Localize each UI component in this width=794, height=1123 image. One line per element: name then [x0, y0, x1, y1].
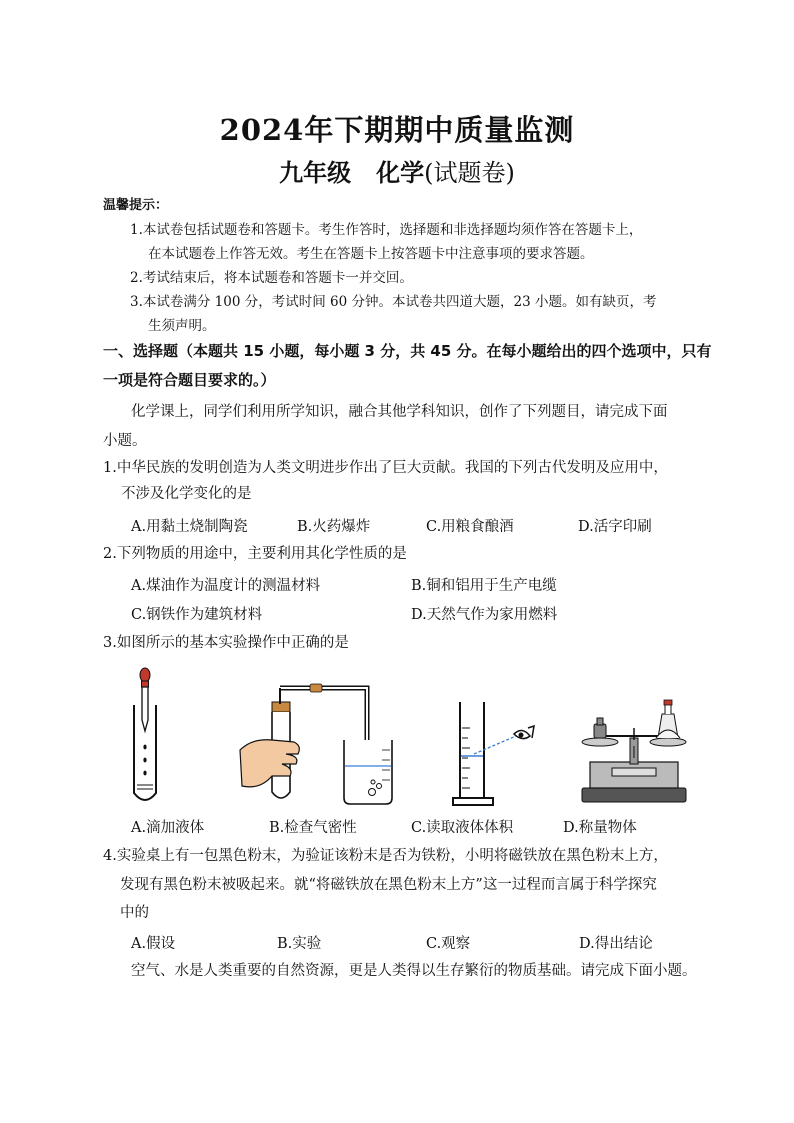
q3-option-a: A.滴加液体 [131, 820, 205, 836]
q1-option-c: C.用粮食酿酒 [426, 519, 514, 535]
q3-option-d: D.称量物体 [563, 820, 637, 836]
section1-line-2: 一项是符合题目要求的。） [103, 371, 276, 389]
q4-stem-1: 4.实验桌上有一包黑色粉末，为验证该粉末是否为铁粉，小明将磁铁放在黑色粉末上方， [103, 848, 668, 864]
q4-option-b: B.实验 [277, 936, 322, 952]
q4-option-c: C.观察 [426, 936, 471, 952]
tips-line-2: 2.考试结束后，将本试题卷和答题卡一并交回。 [130, 270, 413, 286]
balance-figure [572, 692, 694, 810]
graduated-cylinder-figure [450, 698, 545, 810]
tips-line-1a: 1.本试卷包括试题卷和答题卡。考生作答时，选择题和非选择题均须作答在答题卡上， [130, 222, 643, 238]
tips-heading: 温馨提示： [103, 198, 169, 213]
section1-line-1: 一、选择题（本题共 15 小题，每小题 3 分，共 45 分。在每小题给出的四个选项中，只有 [103, 342, 712, 360]
exam-title: 2024年下期期中质量监测 [219, 113, 575, 147]
q3-option-b: B.检查气密性 [269, 820, 357, 836]
q3-stem: 3.如图所示的基本实验操作中正确的是 [103, 635, 349, 651]
q1-option-a: A.用黏土烧制陶瓷 [131, 519, 248, 535]
exam-subtitle [0, 153, 794, 188]
q2-option-d: D.天然气作为家用燃料 [411, 607, 558, 623]
airtightness-check-figure [232, 680, 412, 810]
tips-line-3b: 生须声明。 [148, 318, 216, 334]
tips-line-1b: 在本试题卷上作答无效。考生在答题卡上按答题卡中注意事项的要求答题。 [148, 246, 594, 262]
dropper-test-tube-figure [120, 665, 180, 810]
q1-option-b: B.火药爆炸 [297, 519, 371, 535]
q4-stem-2: 发现有黑色粉末被吸起来。就“将磁铁放在黑色粉末上方”这一过程而言属于科学探究 [120, 877, 657, 893]
q2-option-c: C.钢铁作为建筑材料 [131, 607, 263, 623]
q2-option-b: B.铜和铝用于生产电缆 [411, 578, 557, 594]
q1-option-d: D.活字印刷 [578, 519, 652, 535]
q1-stem-2: 不涉及化学变化的是 [121, 486, 252, 502]
q3-option-c: C.读取液体体积 [411, 820, 514, 836]
q4-option-a: A.假设 [131, 936, 176, 952]
q1-stem-1: 1.中华民族的发明创造为人类文明进步作出了巨大贡献。我国的下列古代发明及应用中， [103, 460, 668, 476]
subtitle-main: 九年级 化学 [279, 158, 425, 187]
intro1-line-1: 化学课上，同学们利用所学知识，融合其他学科知识，创作了下列题目，请完成下面 [131, 404, 668, 420]
q4-option-d: D.得出结论 [579, 936, 653, 952]
intro2-line: 空气、水是人类重要的自然资源，更是人类得以生存繁衍的物质基础。请完成下面小题。 [131, 963, 697, 979]
subtitle-paren: (试题卷) [424, 159, 515, 187]
q2-option-a: A.煤油作为温度计的测温材料 [131, 578, 321, 594]
tips-line-3a: 3.本试卷满分 100 分，考试时间 60 分钟。本试卷共四道大题，23 小题。如有缺页，考 [130, 294, 657, 310]
q4-stem-3: 中的 [120, 905, 149, 921]
intro1-line-2: 小题。 [103, 433, 147, 449]
q2-stem: 2.下列物质的用途中，主要利用其化学性质的是 [103, 546, 407, 562]
